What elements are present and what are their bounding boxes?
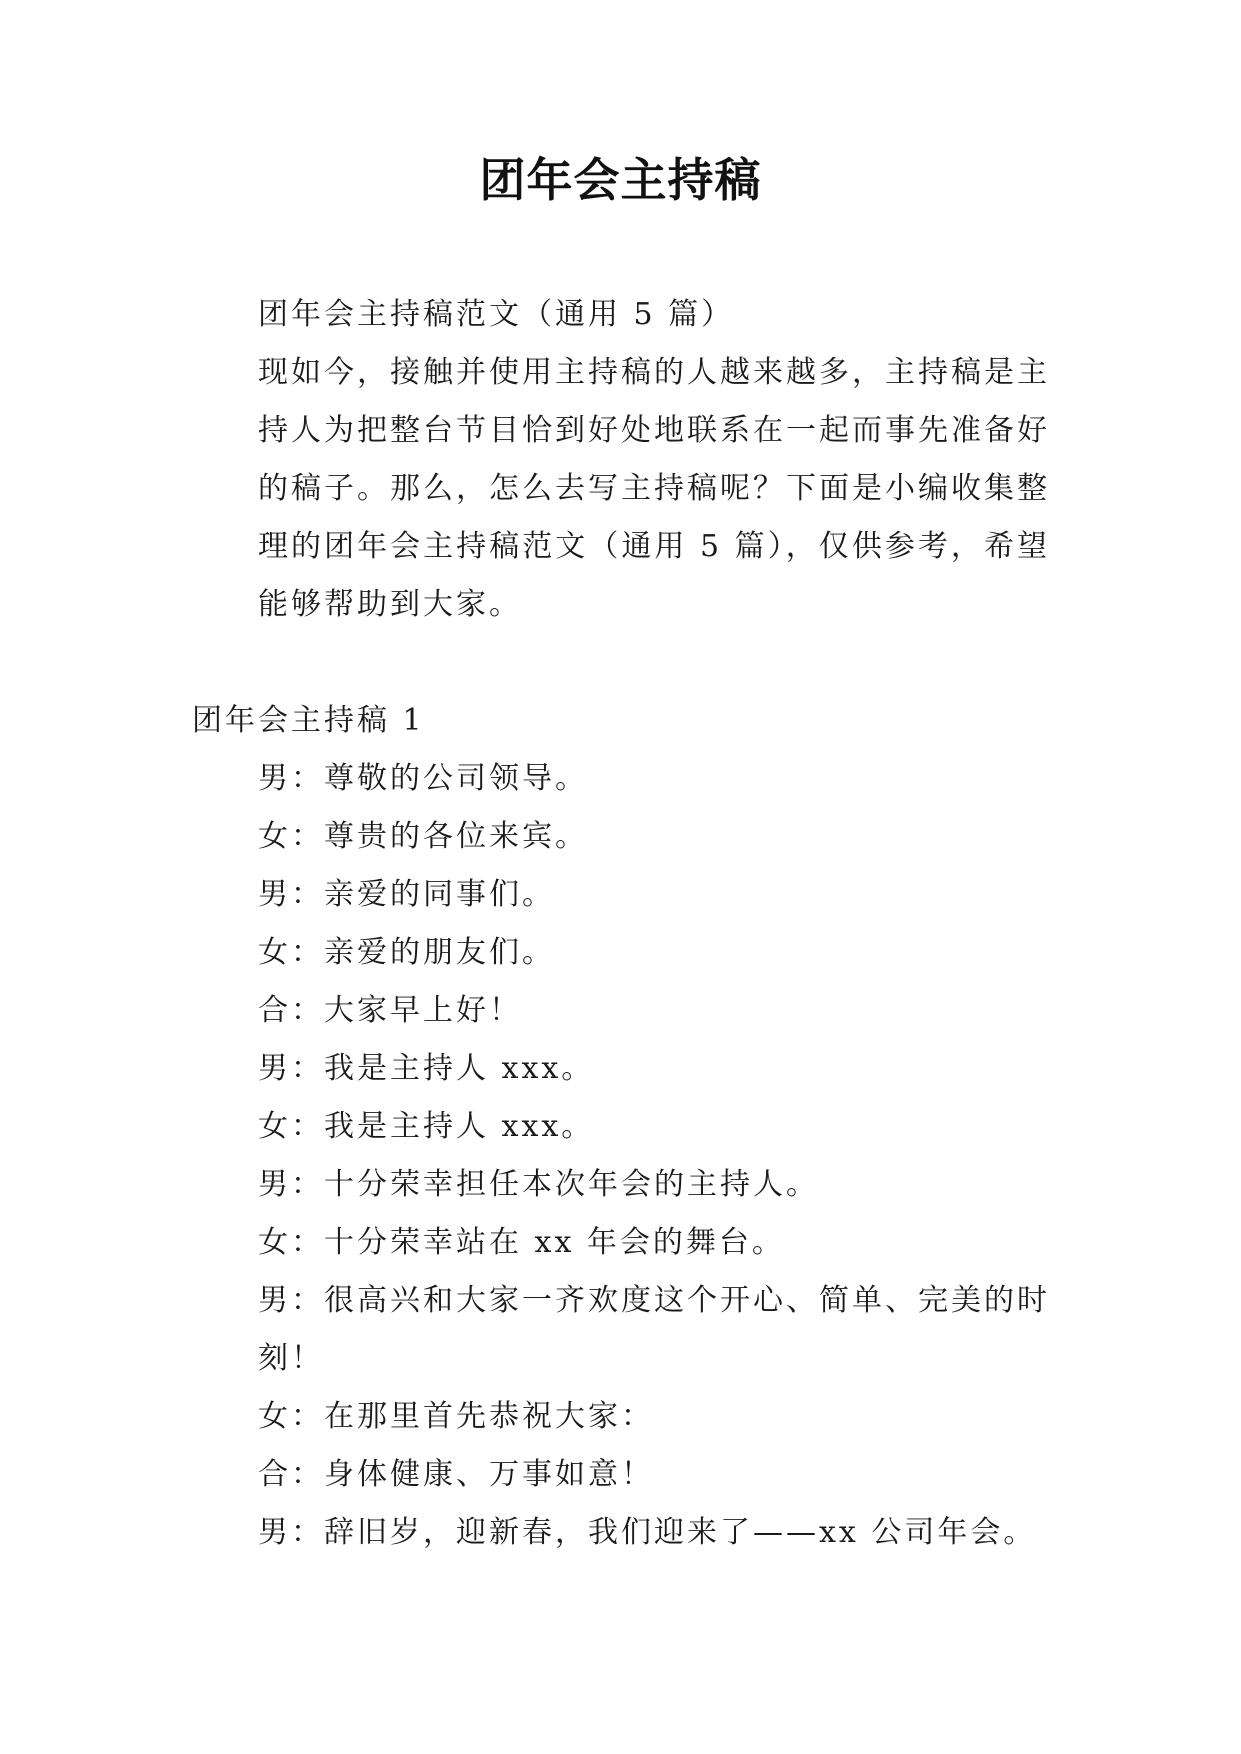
intro-paragraph: 现如今，接触并使用主持稿的人越来越多，主持稿是主持人为把整台节目恰到好处地联系在一起而事先准备好的稿子。那么，怎么去写主持稿呢？下面是小编收集整理的团年会主持稿范文（通用 5 篇），仅供参考，希望能够帮助到大家。 [258, 355, 1050, 622]
dialogue-line: 男：辞旧岁，迎新春，我们迎来了——xx 公司年会。 [258, 1515, 1037, 1550]
document-body [192, 286, 1050, 1562]
dialogue-line: 女：十分荣幸站在 xx 年会的舞台。 [258, 1225, 785, 1260]
dialogue-line: 男：我是主持人 xxx。 [258, 1051, 595, 1086]
dialogue-line: 合：大家早上好！ [258, 993, 522, 1028]
dialogue-line: 男：很高兴和大家一齐欢度这个开心、简单、完美的时刻！ [258, 1283, 1050, 1376]
dialogue-line: 男：十分荣幸担任本次年会的主持人。 [258, 1167, 819, 1202]
dialogue-line: 合：身体健康、万事如意！ [258, 1457, 654, 1492]
dialogue-line: 男：亲爱的同事们。 [258, 877, 555, 912]
section-heading: 团年会主持稿 1 [192, 703, 425, 738]
subtitle: 团年会主持稿范文（通用 5 篇） [258, 297, 735, 332]
dialogue-line: 男：尊敬的公司领导。 [258, 761, 588, 796]
page-title: 团年会主持稿 [479, 153, 762, 207]
dialogue-line: 女：尊贵的各位来宾。 [258, 819, 588, 854]
paragraph-spacer [192, 634, 1050, 692]
dialogue-line: 女：我是主持人 xxx。 [258, 1109, 595, 1144]
dialogue-line: 女：亲爱的朋友们。 [258, 935, 555, 970]
dialogue-line: 女：在那里首先恭祝大家： [258, 1399, 654, 1434]
